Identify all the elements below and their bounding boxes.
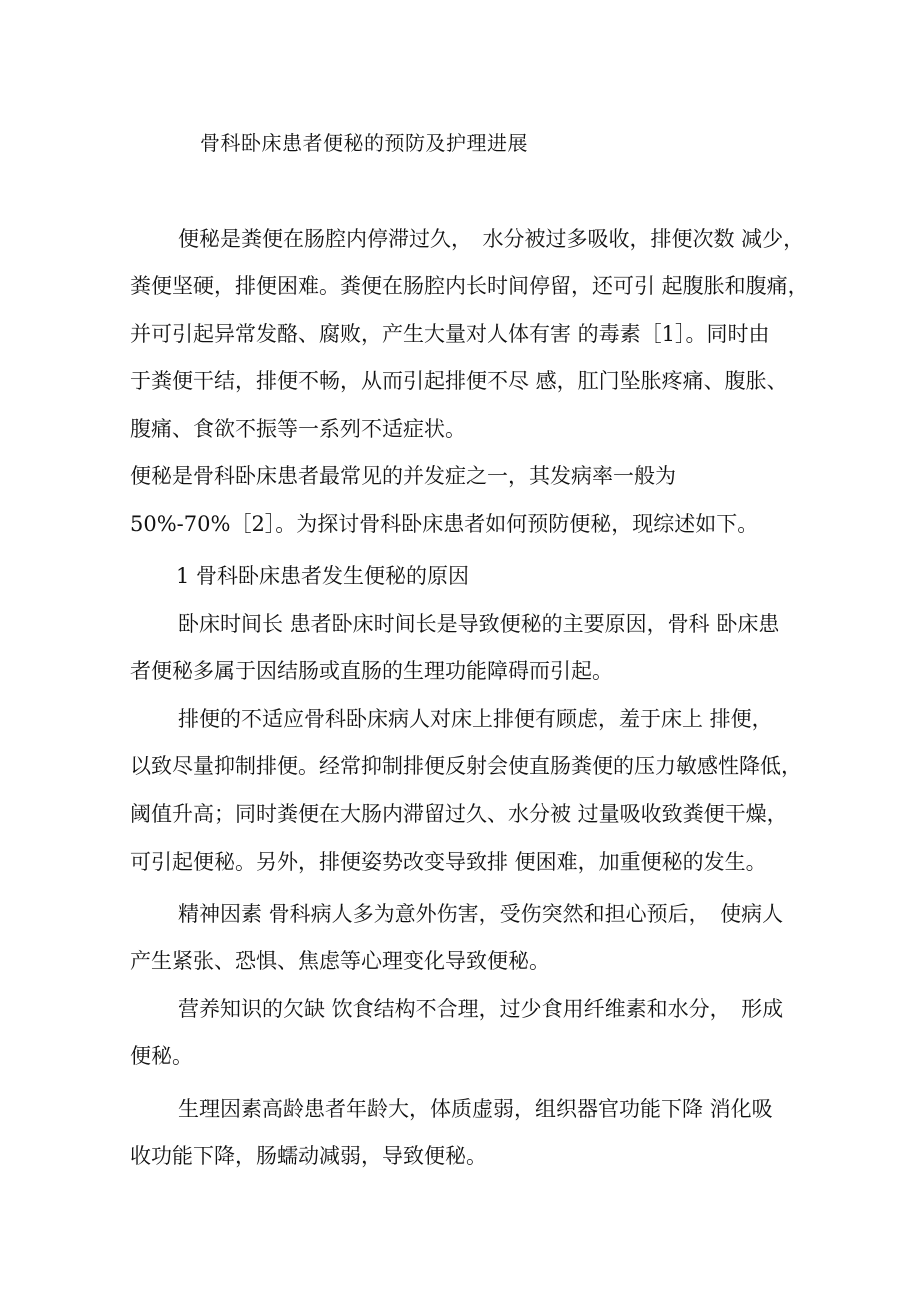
paragraph-line: 排便的不适应骨科卧床病人对床上排便有顾虑，羞于床上 排便，: [178, 707, 773, 731]
paragraph-line: 粪便坚硬，排便困难。粪便在肠腔内长时间停留，还可引 起腹胀和腹痛，: [130, 274, 809, 298]
paragraph-line: 并可引起异常发酪、腐败，产生大量对人体有害 的毒素［1］。同时由: [130, 322, 770, 346]
paragraph-line: 阈值升高；同时粪便在大肠内滞留过久、水分被 过量吸收致粪便干燥，: [130, 802, 788, 826]
paragraph-line: 便秘。: [130, 1044, 193, 1068]
paragraph-line: 以致尽量抑制排便。经常抑制排便反射会使直肠粪便的压力敏感性降低，: [130, 754, 802, 778]
paragraph-line: 卧床时间长 患者卧床时间长是导致便秘的主要原因，骨科 卧床患: [178, 612, 780, 636]
paragraph-line: 生理因素高龄患者年龄大，体质虚弱，组织器官功能下降 消化吸: [178, 1097, 773, 1121]
paragraph-line: 于粪便干结，排便不畅，从而引起排便不尽 感，肛门坠胀疼痛、腹胀、: [130, 369, 788, 393]
document-title: 骨科卧床患者便秘的预防及护理进展: [200, 131, 528, 155]
paragraph-line: 腹痛、食欲不振等一系列不适症状。: [130, 417, 466, 441]
paragraph-line: 者便秘多属于因结肠或直肠的生理功能障碍而引起。: [130, 659, 613, 683]
paragraph-line: 便秘是粪便在肠腔内停滞过久， 水分被过多吸收，排便次数 减少，: [178, 227, 805, 251]
paragraph-line: 50%-70%［2］。为探讨骨科卧床患者如何预防便秘，现综述如下。: [130, 512, 759, 536]
paragraph-line: 精神因素 骨科病人多为意外伤害，受伤突然和担心预后， 使病人: [178, 902, 784, 926]
paragraph-line: 产生紧张、恐惧、焦虑等心理变化导致便秘。: [130, 949, 550, 973]
paragraph-line: 可引起便秘。另外，排便姿势改变导致排 便困难，加重便秘的发生。: [130, 850, 767, 874]
paragraph-line: 营养知识的欠缺 饮食结构不合理，过少食用纤维素和水分， 形成: [178, 997, 784, 1021]
paragraph-line: 收功能下降，肠蠕动减弱，导致便秘。: [130, 1144, 487, 1168]
section-heading: 1 骨科卧床患者发生便秘的原因: [176, 564, 470, 588]
paragraph-line: 便秘是骨科卧床患者最常见的并发症之一，其发病率一般为: [130, 464, 676, 488]
